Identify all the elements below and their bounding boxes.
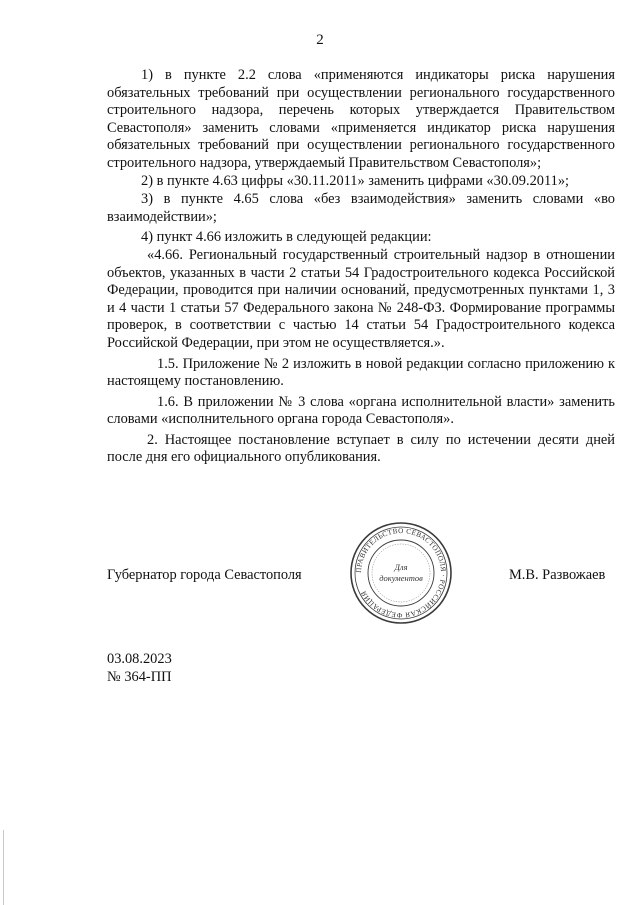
seal-center-line-1: Для	[394, 562, 408, 572]
seal-center-line-2: документов	[379, 573, 423, 583]
signatory-title: Губернатор города Севастополя	[107, 567, 302, 583]
document-meta	[107, 651, 172, 686]
page-number: 2	[316, 32, 324, 48]
document-body	[107, 67, 615, 467]
paragraph-4: 4) пункт 4.66 изложить в следующей редакции:	[141, 229, 432, 246]
paragraph-3: 3) в пункте 4.65 слова «без взаимодействия» заменить словами «во взаимодействии»;	[107, 191, 615, 225]
paragraph-1-6: 1.6. В приложении № 3 слова «органа исполнительной власти» заменить словами «исполнительного органа города Севастополя».	[107, 393, 615, 428]
paragraph-2: 2) в пункте 4.63 цифры «30.11.2011» заменить цифрами «30.09.2011»;	[141, 172, 570, 189]
paragraph-2-effective: 2. Настоящее постановление вступает в силу по истечении десяти дней после дня его официального опубликования.	[107, 431, 615, 466]
signature-row	[0, 567, 640, 597]
official-seal-stamp	[348, 520, 454, 626]
paragraph-4-66-quote: «4.66. Региональный государственный строительный надзор в отношении объектов, указанных в части 2 статьи 54 Градостроительного кодекса Российской Федерации, проводится при наличии оснований, предусмотренных пунктами 1, 3 и 4 части 1 статьи 57 Федерального закона № 248-ФЗ. Формирование программы проверок, в соответствии с частью 14 статьи 54 Градостроительного кодекса Российской Федерации, при этом не осуществляется.».	[107, 246, 615, 351]
document-number: № 364-ПП	[107, 668, 172, 685]
paragraph-1: 1) в пункте 2.2 слова «применяются индикаторы риска нарушения обязательных требований при осуществлении регионального государственного строительного надзора, перечень которых утверждается Правительством Севастополя» заменить словами «применяется индикатор риска нарушения обязательных требований при осуществлении регионального государственного строительного надзора, утверждаемый Правительством Севастополя»;	[107, 67, 615, 171]
document-date: 03.08.2023	[107, 651, 172, 667]
scan-edge-line	[3, 830, 4, 905]
signatory-name: М.В. Развожаев	[509, 567, 606, 583]
paragraph-1-5: 1.5. Приложение № 2 изложить в новой редакции согласно приложению к настоящему постановлению.	[107, 355, 615, 390]
seal-ring-text: ПРАВИТЕЛЬСТВО СЕВАСТОПОЛЯ · РОССИЙСКАЯ ФЕДЕРАЦИЯ	[354, 526, 448, 620]
